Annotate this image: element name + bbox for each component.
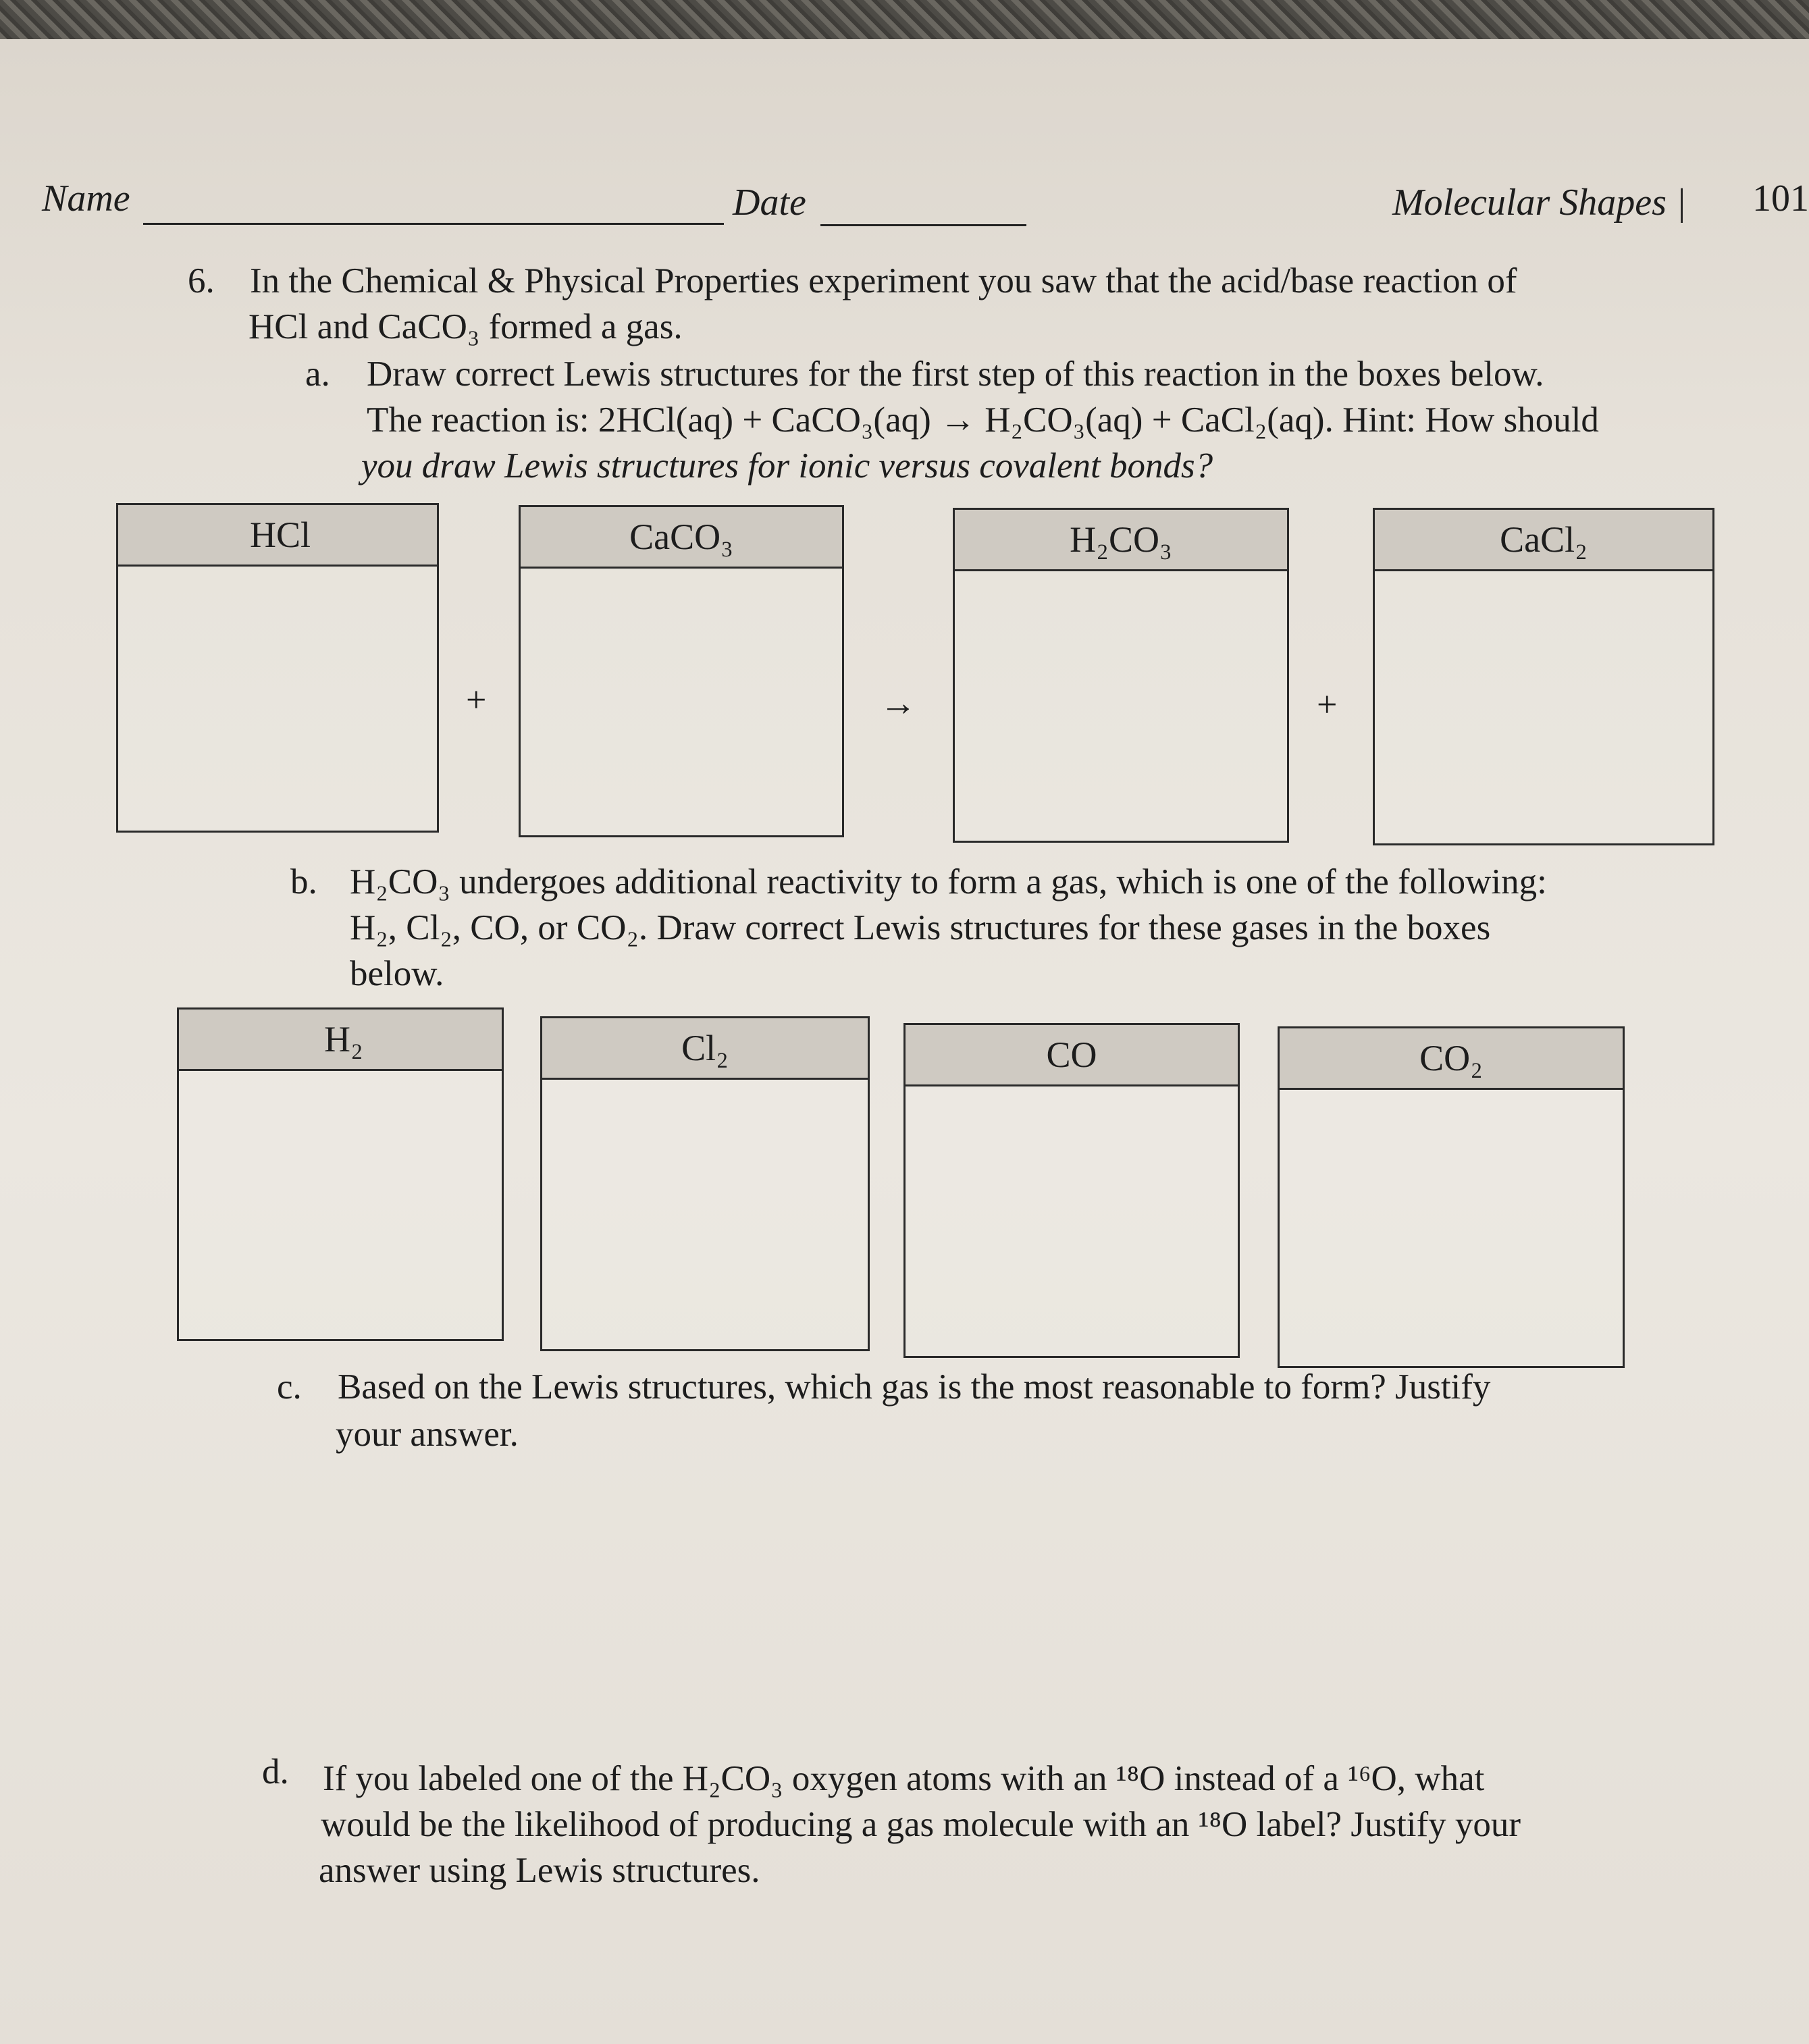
part-d-line3: answer using Lewis structures. xyxy=(319,1851,760,1890)
lewis-box-co[interactable] xyxy=(903,1023,1240,1358)
part-b-line1: H₂CO₃ undergoes additional reactivity to form a gas, which is one of the following: xyxy=(350,862,1547,901)
question-text-line2: HCl and CaCO₃ formed a gas. xyxy=(248,307,683,346)
date-field[interactable] xyxy=(820,224,1026,226)
part-d-label: d. xyxy=(262,1752,289,1791)
plus-sign: + xyxy=(1317,684,1338,725)
box-header: H₂CO₃ xyxy=(955,510,1287,571)
question-number: 6. xyxy=(188,261,215,300)
part-a-line2: The reaction is: 2HCl(aq) + CaCO₃(aq) → H₂CO₃(aq) + CaCl₂(aq). Hint: How should xyxy=(367,400,1599,440)
box-header: CO xyxy=(906,1025,1238,1086)
box-header: Cl₂ xyxy=(542,1018,868,1080)
box-header: CO₂ xyxy=(1280,1028,1623,1090)
part-b-line2: H₂, Cl₂, CO, or CO₂. Draw correct Lewis structures for these gases in the boxes xyxy=(350,908,1491,947)
date-label: Date xyxy=(733,182,806,224)
box-header: H₂ xyxy=(179,1010,502,1071)
lewis-box-caco3[interactable] xyxy=(519,505,844,837)
lewis-box-h2co3[interactable] xyxy=(953,508,1289,843)
box-header: HCl xyxy=(118,505,437,567)
reaction-arrow: → xyxy=(880,683,916,723)
part-c-line2: your answer. xyxy=(336,1415,519,1454)
lewis-box-h2[interactable] xyxy=(177,1007,504,1341)
part-c-line1: Based on the Lewis structures, which gas is the most reasonable to form? Justify xyxy=(338,1367,1491,1407)
lewis-box-hcl[interactable] xyxy=(116,503,439,833)
name-label: Name xyxy=(42,178,130,219)
lewis-box-cacl2[interactable] xyxy=(1373,508,1714,845)
question-text-line1: In the Chemical & Physical Properties experiment you saw that the acid/base reaction of xyxy=(250,261,1517,300)
part-c-label: c. xyxy=(277,1367,302,1407)
page-number: 101 xyxy=(1752,178,1809,219)
part-a-label: a. xyxy=(305,355,330,394)
name-field[interactable] xyxy=(143,223,724,225)
part-a-line1: Draw correct Lewis structures for the first step of this reaction in the boxes below. xyxy=(367,355,1544,394)
part-b-label: b. xyxy=(290,862,317,901)
part-d-line2: would be the likelihood of producing a gas molecule with an ¹⁸O label? Justify your xyxy=(321,1805,1521,1844)
lewis-box-cl2[interactable] xyxy=(540,1016,870,1351)
part-b-line3: below. xyxy=(350,954,444,993)
part-c-answer-area[interactable] xyxy=(324,1465,1702,1722)
box-header: CaCO₃ xyxy=(521,507,842,569)
worksheet-title: Molecular Shapes | xyxy=(1392,182,1687,224)
plus-sign: + xyxy=(466,679,487,720)
part-a-hint: you draw Lewis structures for ionic versus covalent bonds? xyxy=(361,446,1213,486)
box-header: CaCl₂ xyxy=(1375,510,1712,571)
part-d-line1: If you labeled one of the H₂CO₃ oxygen atoms with an ¹⁸O instead of a ¹⁶O, what xyxy=(323,1759,1485,1798)
lewis-box-co2[interactable] xyxy=(1278,1026,1625,1368)
